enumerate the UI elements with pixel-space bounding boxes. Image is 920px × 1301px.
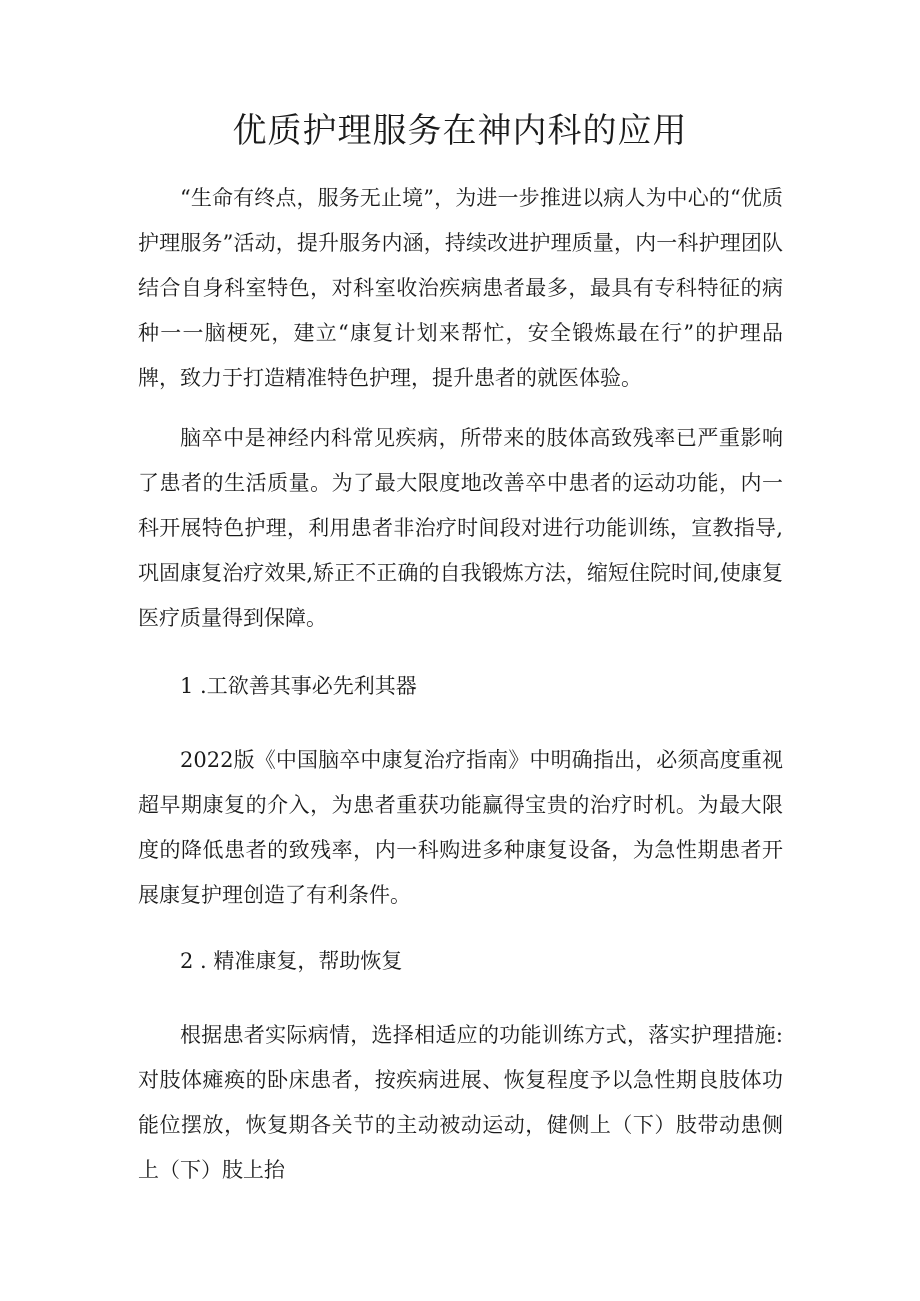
- paragraph-stroke-background: 脑卒中是神经内科常见疾病，所带来的肢体高致残率已严重影响了患者的生活质量。为了最大限度地改善卒中患者的运动功能，内一科开展特色护理，利用患者非治疗时间段对进行功能训练，宣教指导,巩固康复治疗效果,矫正不正确的自我锻炼方法，缩短住院时间,使康复医疗质量得到保障。: [138, 426, 783, 630]
- section-heading-1: 1 .工欲善其事必先利其器: [180, 674, 417, 698]
- page-title: 优质护理服务在神内科的应用: [232, 111, 688, 151]
- section-heading-2: 2 . 精准康复，帮助恢复: [180, 949, 403, 973]
- paragraph-intro: “生命有终点，服务无止境”，为进一步推进以病人为中心的“优质护理服务”活动，提升服务内涵，持续改进护理质量，内一科护理团队结合自身科室特色，对科室收治疾病患者最多，最具有专科特征的病种一一脑梗死，建立“康复计划来帮忙，安全锻炼最在行”的护理品牌，致力于打造精准特色护理，提升患者的就医体验。: [138, 186, 783, 390]
- paragraph-guideline: 2022版《中国脑卒中康复治疗指南》中明确指出，必须高度重视超早期康复的介入，为患者重获功能赢得宝贵的治疗时机。为最大限度的降低患者的致残率，内一科购进多种康复设备，为急性期患者开展康复护理创造了有利条件。: [138, 748, 783, 907]
- paragraph-rehab-measures: 根据患者实际病情，选择相适应的功能训练方式，落实护理措施:对肢体瘫痪的卧床患者，按疾病进展、恢复程度予以急性期良肢体功能位摆放，恢复期各关节的主动被动运动，健侧上（下）肢带动患侧上（下）肢上抬: [138, 1023, 783, 1182]
